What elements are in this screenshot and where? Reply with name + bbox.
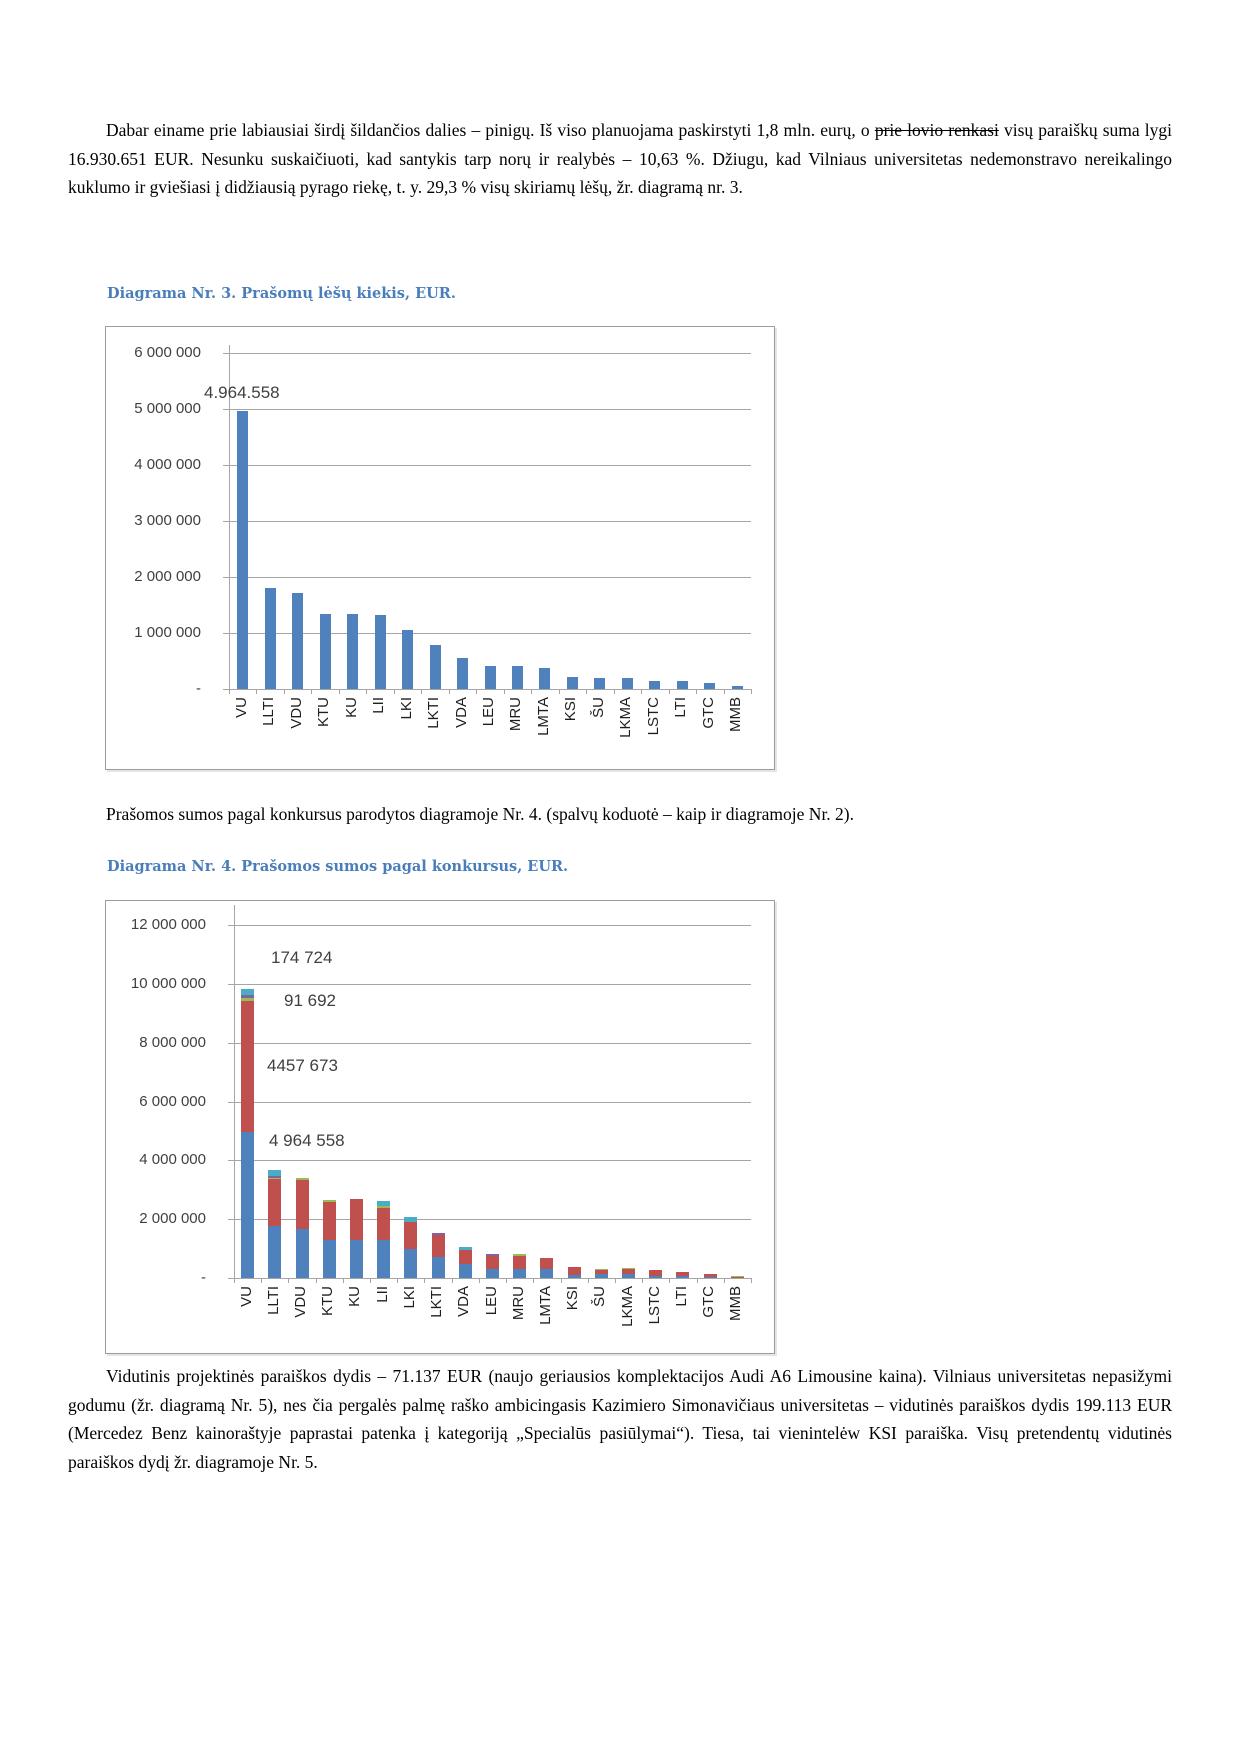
x-axis-tick	[366, 689, 367, 694]
bar-segment-MRU-series-green	[513, 1254, 526, 1255]
bar-segment-LII-series-red	[377, 1208, 390, 1240]
bar-GTC	[704, 683, 715, 689]
text-run: Prašomos sumos pagal konkursus parodytos diagramoje Nr. 4. (spalvų koduotė – kaip ir diagramoje Nr. 2).	[106, 804, 855, 824]
x-axis-tick	[559, 689, 560, 694]
bar-segment-LLTI-series-red	[268, 1179, 281, 1226]
gridline	[229, 521, 751, 522]
x-axis-tick	[506, 1278, 507, 1283]
bar-VDU	[292, 593, 303, 689]
y-axis-line	[234, 905, 235, 1278]
bar-segment-KSI-series-red	[568, 1267, 581, 1275]
x-axis-tick	[724, 1278, 725, 1283]
bar-segment-VU-series-blue	[241, 1132, 254, 1278]
bar-LKI	[402, 630, 413, 689]
bar-segment-LTI-series-blue	[676, 1276, 689, 1278]
bar-LKTI	[430, 645, 441, 689]
category-label-LKMA: LKMA	[618, 1286, 636, 1327]
y-axis-label: 4 000 000	[134, 456, 201, 473]
bar-segment-GTC-series-red	[704, 1274, 717, 1277]
bar-VU	[237, 411, 248, 689]
bar-segment-GTC-series-blue	[704, 1277, 717, 1278]
bar-KTU	[320, 614, 331, 689]
category-label-LII: LII	[370, 697, 388, 714]
bar-segment-LII-series-green	[377, 1206, 390, 1208]
gridline	[229, 577, 751, 578]
bar-MMB	[732, 686, 743, 689]
bar-segment-VDA-series-blue	[459, 1264, 472, 1278]
bar-LII	[375, 615, 386, 689]
bar-segment-VDA-series-red	[459, 1250, 472, 1263]
bar-LMTA	[539, 668, 550, 689]
x-axis-tick	[397, 1278, 398, 1283]
category-label-LII: LII	[373, 1286, 391, 1303]
y-axis-label: 4 000 000	[139, 1151, 206, 1169]
chart2-caption: Diagrama Nr. 4. Prašomos sumos pagal konkursus, EUR.	[107, 858, 569, 875]
bar-segment-ŠU-series-blue	[595, 1274, 608, 1278]
data-label: 4.964.558	[204, 383, 280, 402]
bar-segment-LKI-series-red	[404, 1222, 417, 1249]
y-axis-label: 2 000 000	[139, 1210, 206, 1228]
bottom-paragraph	[68, 1362, 1172, 1476]
bar-segment-MMB-series-green	[731, 1276, 744, 1277]
category-label-LKI: LKI	[397, 697, 415, 720]
category-label-ŠU: ŠU	[591, 1286, 609, 1307]
category-label-GTC: GTC	[699, 697, 717, 729]
gridline	[229, 689, 751, 690]
intro-paragraph	[68, 116, 1172, 202]
y-axis-label: -	[196, 680, 201, 697]
gridline	[234, 1160, 751, 1161]
gridline	[234, 925, 751, 926]
bar-segment-VDU-series-red	[296, 1180, 309, 1229]
data-label: 4 964 558	[269, 1131, 345, 1150]
bar-segment-LTI-series-red	[676, 1272, 689, 1276]
data-label: 91 692	[284, 991, 336, 1010]
y-axis-label: 10 000 000	[130, 974, 206, 992]
category-label-LKI: LKI	[400, 1286, 418, 1309]
bar-segment-ŠU-series-red	[595, 1269, 608, 1274]
chart1-caption: Diagrama Nr. 3. Prašomų lėšų kiekis, EUR.	[107, 285, 456, 302]
bar-segment-VDU-series-green	[296, 1178, 309, 1180]
gridline	[234, 1278, 751, 1279]
bar-segment-LSTC-series-red	[649, 1270, 662, 1276]
bar-segment-LKTI-series-blue	[432, 1257, 445, 1278]
bar-segment-LSTC-series-blue	[649, 1276, 662, 1278]
x-axis-tick	[316, 1278, 317, 1283]
x-axis-tick	[339, 689, 340, 694]
category-label-KU: KU	[342, 697, 360, 718]
x-axis-tick	[642, 1278, 643, 1283]
bar-KSI	[567, 677, 578, 689]
x-axis-tick	[476, 689, 477, 694]
text-run: Dabar einame prie labiausiai širdį šildančios dalies – pinigų. Iš viso planuojama paskirstyti 1,8 mln. eurų, o	[106, 120, 875, 140]
y-axis-label: 8 000 000	[139, 1033, 206, 1051]
bar-segment-LII-series-blue	[377, 1240, 390, 1278]
bar-segment-LKMA-series-green	[622, 1268, 635, 1269]
category-label-MMB: MMB	[727, 697, 745, 732]
x-axis-tick	[614, 689, 615, 694]
bar-segment-LEU-series-red	[486, 1256, 499, 1269]
category-label-LKTI: LKTI	[425, 697, 443, 729]
bar-segment-LKTI-series-red	[432, 1235, 445, 1257]
x-axis-tick	[588, 1278, 589, 1283]
y-axis-label: 12 000 000	[130, 916, 206, 933]
bar-LLTI	[265, 588, 276, 689]
gridline	[229, 633, 751, 634]
gridline	[234, 984, 751, 985]
category-label-ŠU: ŠU	[589, 697, 607, 718]
bar-segment-VU-series-red	[241, 1001, 254, 1132]
gridline	[234, 1219, 751, 1220]
bar-segment-LII-series-cyan	[377, 1201, 390, 1206]
bar-segment-KSI-series-blue	[568, 1275, 581, 1278]
bar-segment-MRU-series-red	[513, 1256, 526, 1269]
bar-LEU	[485, 666, 496, 689]
category-label-KSI: KSI	[562, 697, 580, 722]
category-label-LMTA: LMTA	[534, 697, 552, 736]
gridline	[229, 409, 751, 410]
x-axis-tick	[394, 689, 395, 694]
middle-paragraph	[68, 800, 1172, 829]
y-axis-label: 6 000 000	[134, 344, 201, 361]
bar-LSTC	[649, 681, 660, 689]
bar-segment-LLTI-series-cyan	[268, 1170, 281, 1175]
gridline	[229, 353, 751, 354]
bar-MRU	[512, 666, 523, 689]
x-axis-tick	[504, 689, 505, 694]
category-label-VDA: VDA	[455, 1286, 473, 1317]
category-label-LLTI: LLTI	[264, 1286, 282, 1315]
x-axis-tick	[669, 689, 670, 694]
x-axis-tick	[452, 1278, 453, 1283]
category-label-LEU: LEU	[480, 697, 497, 727]
x-axis-tick	[234, 1278, 235, 1283]
x-axis-tick	[311, 689, 312, 694]
x-axis-tick	[343, 1278, 344, 1283]
x-axis-tick	[424, 1278, 425, 1283]
category-label-LEU: LEU	[482, 1286, 500, 1316]
bar-segment-LEU-series-blue	[486, 1269, 499, 1278]
x-axis-tick	[421, 689, 422, 694]
x-axis-tick	[261, 1278, 262, 1283]
data-label: 4457 673	[267, 1056, 338, 1075]
x-axis-tick	[449, 689, 450, 694]
bar-segment-MMB-series-blue	[731, 1277, 744, 1278]
category-label-LSTC: LSTC	[645, 1286, 663, 1325]
category-label-KTU: KTU	[319, 1286, 337, 1316]
bar-segment-MMB-series-red	[731, 1277, 744, 1278]
bar-segment-KU-series-blue	[350, 1240, 363, 1278]
category-label-VU: VU	[232, 697, 250, 718]
category-label-MMB: MMB	[727, 1286, 745, 1321]
bar-segment-LLTI-series-purple	[268, 1176, 281, 1178]
bar-segment-LKI-series-blue	[404, 1249, 417, 1278]
bar-segment-LMTA-series-blue	[540, 1269, 553, 1278]
chart-sums-by-competition	[105, 900, 775, 1354]
category-label-LTI: LTI	[672, 1286, 690, 1307]
gridline	[234, 1102, 751, 1103]
y-axis-label: 6 000 000	[139, 1092, 206, 1110]
bar-segment-KU-series-red	[350, 1199, 363, 1240]
category-label-LKTI: LKTI	[428, 1286, 446, 1318]
x-axis-tick	[696, 689, 697, 694]
x-axis-tick	[531, 689, 532, 694]
x-axis-tick	[751, 1278, 752, 1283]
category-label-VDU: VDU	[287, 697, 305, 729]
x-axis-tick	[288, 1278, 289, 1283]
x-axis-tick	[533, 1278, 534, 1283]
x-axis-tick	[370, 1278, 371, 1283]
category-label-MRU: MRU	[509, 1286, 527, 1321]
category-label-VDA: VDA	[452, 697, 470, 728]
bar-LTI	[677, 681, 688, 689]
bar-segment-VU-series-green	[241, 998, 254, 1001]
bar-segment-KTU-series-red	[323, 1202, 336, 1240]
bar-ŠU	[594, 678, 605, 689]
bar-segment-VDU-series-blue	[296, 1229, 309, 1278]
y-axis-label: -	[201, 1269, 206, 1286]
bar-segment-VU-series-purple	[241, 995, 254, 999]
y-axis-label: 5 000 000	[134, 400, 201, 417]
x-axis-tick	[479, 1278, 480, 1283]
y-axis-label: 1 000 000	[134, 624, 201, 641]
category-label-LKMA: LKMA	[617, 697, 635, 738]
text-run: visų paraiškų suma lygi 16.930.651 EUR. Nesunku suskaičiuoti, kad santykis tarp norų ir realybės – 10,63 %. Džiugu, kad Vilniaus universitetas nedemonstravo nereikalingo kuklumo ir gviešiasi į didžiausią pyrago riekę, t. y. 29,3 % visų skiriamų lėšų, žr. diagramą nr. 3.	[68, 120, 1173, 197]
bar-KU	[347, 614, 358, 689]
category-label-VDU: VDU	[292, 1286, 310, 1318]
category-label-LMTA: LMTA	[536, 1286, 554, 1325]
x-axis-tick	[724, 689, 725, 694]
gridline	[234, 1043, 751, 1044]
x-axis-tick	[586, 689, 587, 694]
bar-segment-VDA-series-cyan	[459, 1247, 472, 1250]
category-label-LTI: LTI	[672, 697, 690, 718]
x-axis-tick	[284, 689, 285, 694]
chart-requested-funds	[105, 326, 775, 770]
category-label-LLTI: LLTI	[260, 697, 278, 726]
x-axis-tick	[561, 1278, 562, 1283]
bar-segment-LEU-series-purple	[486, 1254, 499, 1255]
bar-segment-LKI-series-cyan	[404, 1217, 417, 1221]
bar-segment-LKMA-series-red	[622, 1269, 635, 1275]
y-axis-label: 3 000 000	[134, 512, 201, 529]
x-axis-tick	[641, 689, 642, 694]
bar-segment-ŠU-series-green	[595, 1269, 608, 1270]
bar-LKMA	[622, 678, 633, 689]
bar-segment-LLTI-series-green	[268, 1178, 281, 1179]
bar-VDA	[457, 658, 468, 689]
bar-segment-KTU-series-blue	[323, 1240, 336, 1278]
y-axis-label: 2 000 000	[134, 568, 201, 585]
gridline	[229, 465, 751, 466]
bar-segment-LKTI-series-purple	[432, 1233, 445, 1235]
bar-segment-VU-series-cyan	[241, 989, 254, 994]
category-label-KSI: KSI	[564, 1286, 582, 1311]
x-axis-tick	[615, 1278, 616, 1283]
bar-segment-KTU-series-green	[323, 1200, 336, 1202]
category-label-VU: VU	[237, 1286, 255, 1307]
struck-text-run: prie lovio renkasi	[874, 120, 999, 140]
x-axis-tick	[751, 689, 752, 694]
x-axis-tick	[697, 1278, 698, 1283]
x-axis-tick	[229, 689, 230, 694]
category-label-KU: KU	[346, 1286, 364, 1307]
x-axis-tick	[669, 1278, 670, 1283]
bar-segment-MRU-series-blue	[513, 1269, 526, 1278]
bar-segment-LMTA-series-red	[540, 1258, 553, 1269]
data-label: 174 724	[271, 948, 333, 967]
x-axis-tick	[256, 689, 257, 694]
category-label-KTU: KTU	[315, 697, 333, 727]
bar-segment-LLTI-series-blue	[268, 1226, 281, 1278]
text-run: Vidutinis projektinės paraiškos dydis – 71.137 EUR (naujo geriausios komplektacijos Audi A6 Limousine kaina). Vilniaus universitetas nepasižymi godumu (žr. diagramą Nr. 5), nes čia pergalės palmę raško ambicingasis Kazimiero Simonavičiaus universitetas – vidutinės paraiškos dydis 199.113 EUR (Mercedez Benz kainoraštyje paprastai patenka į kategoriją „Specialūs pasiūlymai“). Tiesa, tai vienintelėw KSI paraiška. Visų pretendentų vidutinės paraiškos dydį žr. diagramoje Nr. 5.	[68, 1366, 1172, 1472]
category-label-LSTC: LSTC	[644, 697, 662, 736]
category-label-GTC: GTC	[700, 1286, 718, 1318]
bar-segment-LKMA-series-blue	[622, 1274, 635, 1278]
category-label-MRU: MRU	[507, 697, 525, 732]
